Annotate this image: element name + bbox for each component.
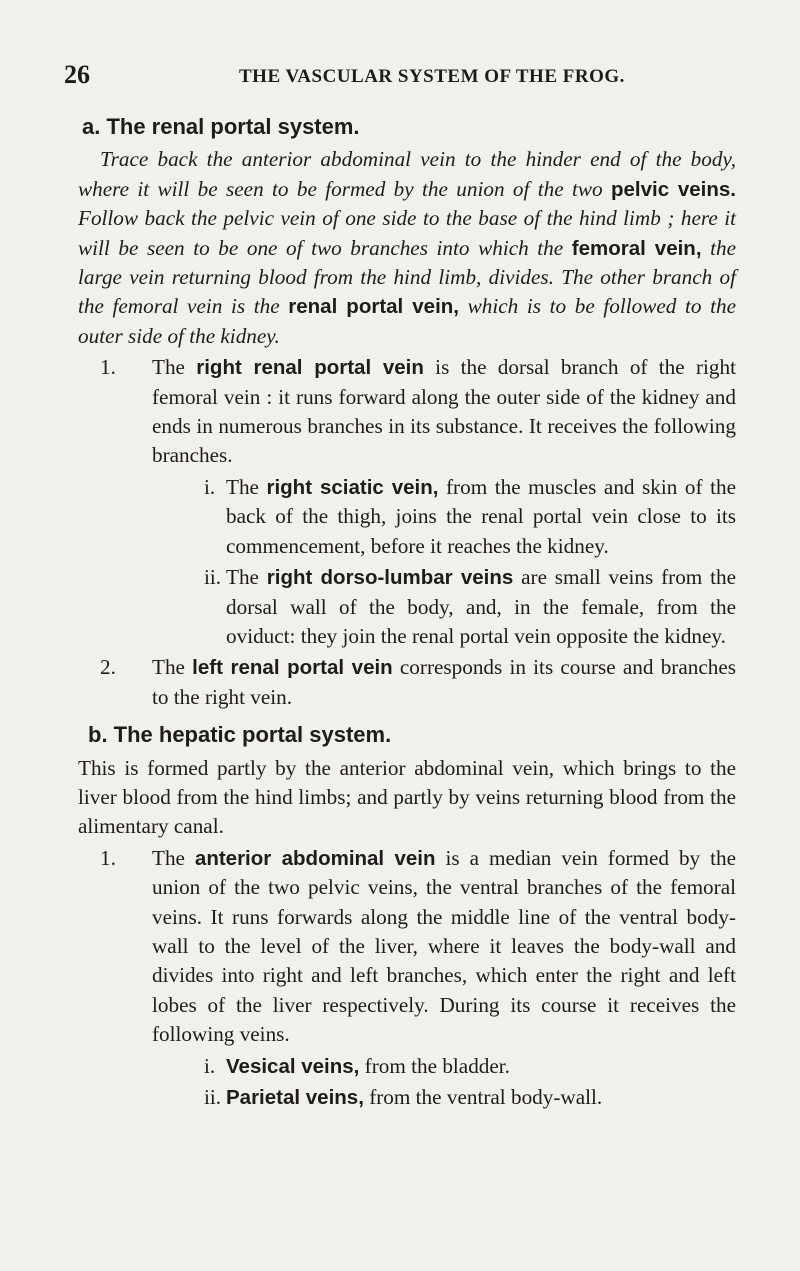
section-b-intro: This is formed partly by the anterior abdominal vein, which brings to the liver blood from the hind limbs; and partly by veins returning blood from the alimentary canal. bbox=[78, 755, 736, 839]
section-a-intro: Trace back the anterior abdominal vein to the hinder end of the body, where it will be seen to be formed by the union of the two pelvic veins. Follow back the pelvic vein of one side to the base of the hind limb ; here it will be seen to be one of two branches into which the femoral vein, the large vein returning blood from the hind limb, divides. The other branch of the femoral vein is the renal portal vein, which is to be followed to the outer side of the kidney. bbox=[78, 147, 737, 348]
section-b-title: b. The hepatic portal system. bbox=[88, 722, 392, 748]
page-body bbox=[78, 112, 736, 1112]
running-head: THE VASCULAR SYSTEM OF THE FROG. bbox=[239, 66, 625, 87]
list-item: 1. The right renal portal vein is the dorsal branch of the right femoral vein : it runs forward along the outer side of the kidney and ends in numerous branches in its substance. It receives the following branches. bbox=[100, 355, 736, 468]
page-header bbox=[64, 60, 744, 96]
sub-list-item: ii. Parietal veins, from the ventral body-wall. bbox=[204, 1085, 603, 1109]
sub-list-item: i. Vesical veins, from the bladder. bbox=[204, 1053, 510, 1078]
list-item: 2. The left renal portal vein corresponds in its course and branches to the right vein. bbox=[100, 655, 736, 709]
section-a-title: a. The renal portal system. bbox=[82, 114, 360, 139]
list-item: 1. The anterior abdominal vein is a median vein formed by the union of the two pelvic veins, the ventral branches of the femoral veins. It runs forwards along the middle line of the ventral body-wall to the level of the liver, where it leaves the body-wall and divides into right and left branches, which enter the right and left lobes of the liver respectively. During its course it receives the following veins. bbox=[100, 845, 736, 1047]
page-number: 26 bbox=[64, 60, 90, 89]
sub-list-item: ii. The right dorso-lumbar veins are small veins from the dorsal wall of the body, and, in the female, from the oviduct: they join the renal portal vein opposite the kidney. bbox=[204, 565, 736, 648]
list-item bbox=[100, 1052, 736, 1113]
sub-list-item: i. The right sciatic vein, from the muscles and skin of the back of the thigh, joins the renal portal vein close to its commencement, before it reaches the kidney. bbox=[204, 474, 736, 558]
list-item bbox=[100, 473, 736, 651]
